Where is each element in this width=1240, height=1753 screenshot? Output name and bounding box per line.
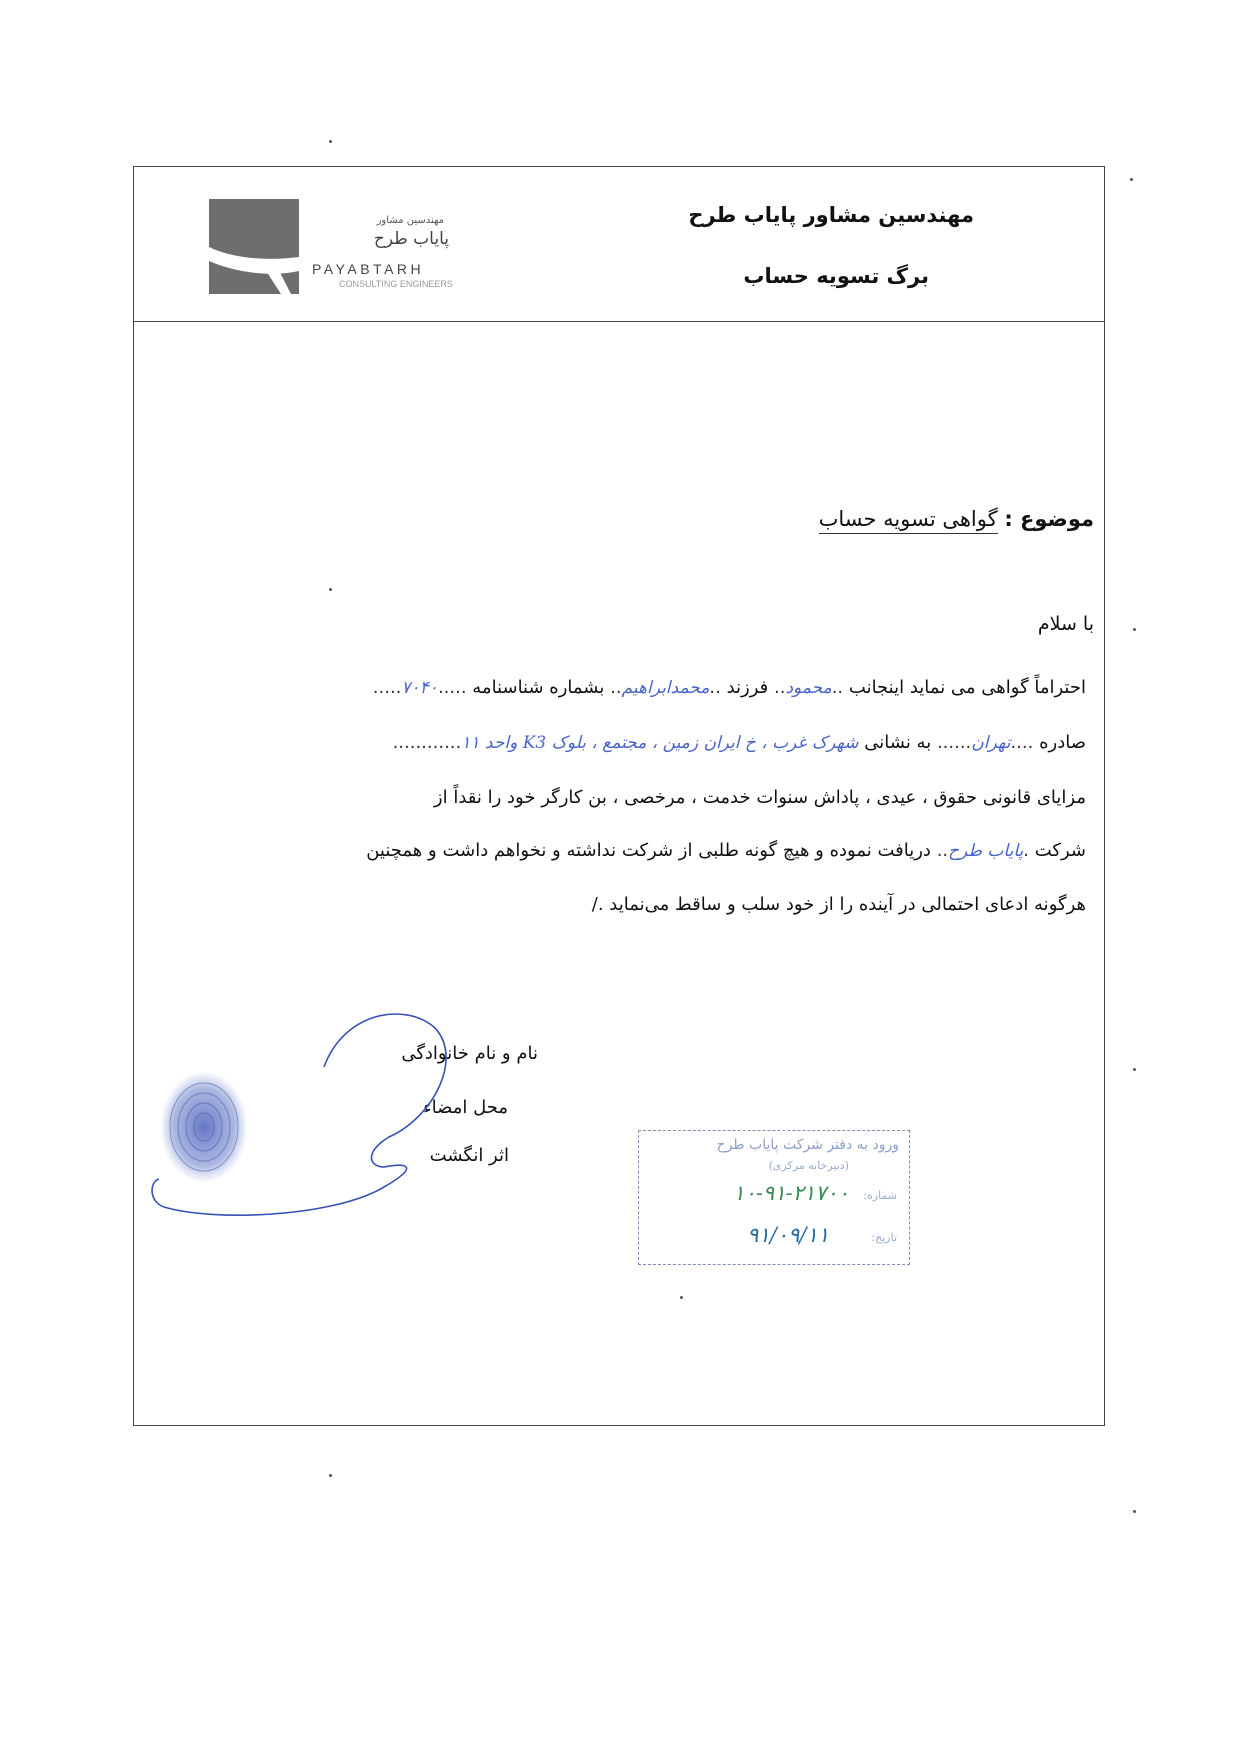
logo-persian-name: پایاب طرح <box>373 229 449 249</box>
address-handwritten: شهرک غرب ، خ ایران زمین ، مجتمع ، بلوک K3 واحد ۱۱ <box>461 733 859 753</box>
stamp-number-label: شماره: <box>863 1189 897 1202</box>
fill-dots: ............ <box>392 732 462 753</box>
body-line-5: هرگونه ادعای احتمالی در آینده را از خود سلب و ساقط می‌نماید ./ <box>591 894 1086 915</box>
body-text: شرکت <box>1034 840 1086 861</box>
subject-value: گواهی تسویه حساب <box>819 507 998 534</box>
company-name: مهندسین مشاور پایاب طرح <box>688 203 974 227</box>
fill-dots: .. <box>773 677 786 698</box>
scan-speck <box>329 588 332 591</box>
body-text: احتراماً گواهی می نماید اینجانب <box>848 677 1086 698</box>
logo-english-name: PAYABTARH <box>312 261 425 277</box>
stamp-title: ورود به دفتر شرکت پایاب طرح <box>716 1137 899 1153</box>
body-line-4 <box>366 840 1086 861</box>
greeting: با سلام <box>1037 613 1094 635</box>
father-name-handwritten: محمدابراهیم <box>621 678 710 698</box>
name-label: نام و نام خانوادگی <box>401 1043 538 1064</box>
logo-mark-icon <box>209 199 299 294</box>
body-text: به نشانی <box>864 732 932 753</box>
body-text: بشماره شناسنامه <box>472 677 605 698</box>
fill-dots: ..... <box>372 677 402 698</box>
scan-speck <box>329 1474 332 1477</box>
stamp-subtitle: (دبیرخانه مرکزی) <box>768 1159 849 1172</box>
employee-name-handwritten: محمود <box>785 678 832 698</box>
fill-dots: ...... <box>936 732 972 753</box>
fill-dots: .. <box>831 677 844 698</box>
logo-english-subtitle: CONSULTING ENGINEERS <box>339 279 453 289</box>
fill-dots: ..... <box>437 677 467 698</box>
stamp-date-label: تاریخ: <box>871 1231 897 1244</box>
fill-dots: .. <box>936 840 949 861</box>
fill-dots: .. <box>610 677 622 698</box>
stamp-date-value: ۹۱/۰۹/۱۱ <box>747 1223 829 1247</box>
fill-dots: . <box>1023 840 1029 861</box>
company-logo <box>209 199 499 299</box>
fill-dots: .. <box>709 677 721 698</box>
scan-speck <box>1130 178 1133 181</box>
scan-speck <box>1133 628 1136 631</box>
header-divider <box>134 321 1104 322</box>
form-title: برگ تسویه حساب <box>743 264 929 288</box>
body-text: فرزند <box>726 677 769 698</box>
body-text: صادره <box>1039 732 1086 753</box>
subject-label: موضوع : <box>1004 507 1094 531</box>
scan-speck <box>329 140 332 143</box>
secretariat-stamp <box>638 1130 910 1265</box>
scan-speck <box>1133 1068 1136 1071</box>
stamp-number-value: ۱۰-۹۱-۲۱۷۰۰ <box>733 1181 849 1205</box>
body-text: دریافت نموده و هیچ گونه طلبی از شرکت نداشته و نخواهم داشت و همچنین <box>366 840 931 861</box>
settlement-form <box>133 166 1105 1426</box>
logo-persian-subtitle: مهندسین مشاور <box>376 215 444 226</box>
scan-speck <box>680 1296 683 1299</box>
fill-dots: .... <box>1010 732 1034 753</box>
signature-label: محل امضاء <box>423 1097 508 1118</box>
scan-speck <box>1133 1510 1136 1513</box>
body-line-1 <box>373 677 1086 698</box>
fingerprint-label: اثر انگشت <box>429 1145 509 1166</box>
body-line-3: مزایای قانونی حقوق ، عیدی ، پاداش سنوات خدمت ، مرخصی ، بن کارگر خود را نقداً از <box>433 787 1086 808</box>
issue-place-handwritten: تهران <box>971 733 1011 753</box>
company-name-handwritten: پایاب طرح <box>948 841 1024 861</box>
body-line-2 <box>393 732 1086 753</box>
id-number-handwritten: ۷۰۴۰ <box>401 678 438 698</box>
subject-line <box>819 507 1094 531</box>
